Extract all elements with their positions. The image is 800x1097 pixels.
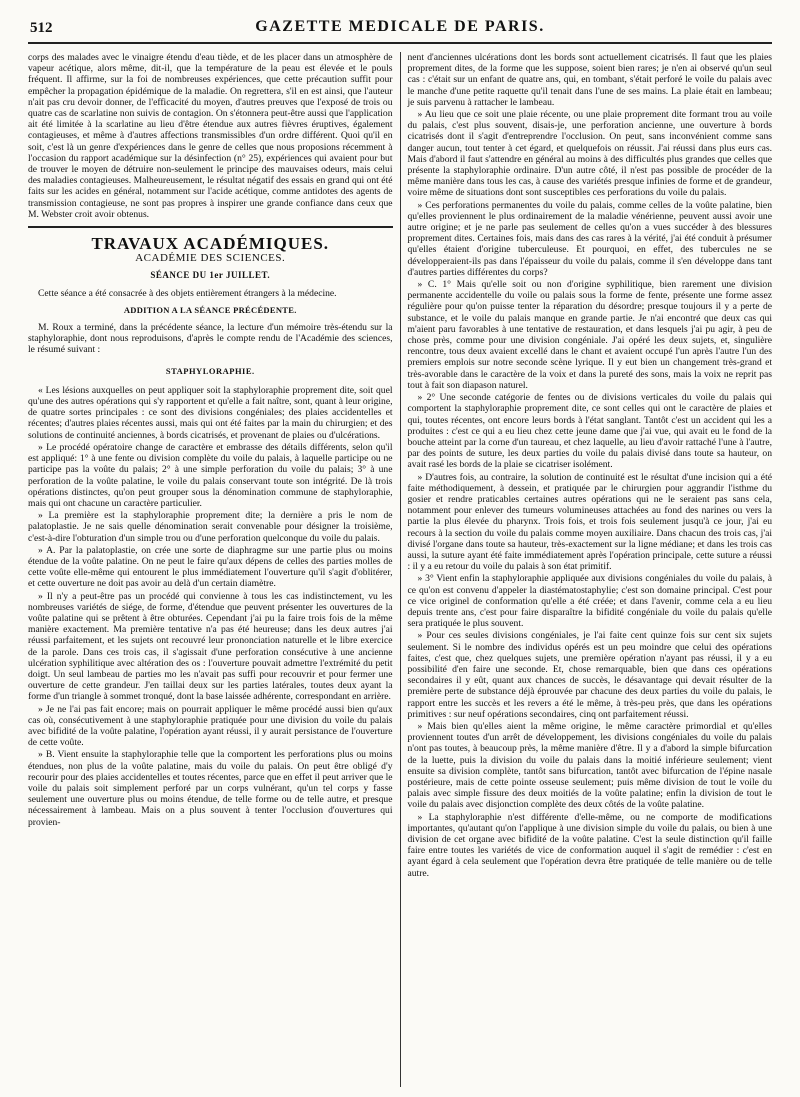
addition-heading: ADDITION A LA SÉANCE PRÉCÉDENTE.: [123, 304, 297, 315]
intro-paragraph: corps des malades avec le vinaigre étendu d'eau tiède, et de les placer dans un atmosphère de vapeur acétique, alors même, dit-il, que la température de la peau est élevée et le pouls fréquent. Il affirme, sur la foi de nombreuses expériences, que cette précaution suffit pour empêcher la propagation épidémique de la maladie. On regrettera, s'il en est ainsi, que l'auteur n'ait pas cru devoir donner, de l'efficacité du moyen, d'autres preuves que l'exposé de trois ou quatre cas de scarlatine non suivis de contagion. On s'étonnera peut-être aussi que l'application ait été limitée à la scarlatine au lieu d'être étendue aux autres fièvres éruptives, également contagieuses, et même à d'autres affections transmissibles d'un ordre différent. Quoi qu'il en soit, c'est là un genre d'expériences dans le genre de celles que nous proposions récemment à l'occasion du rapport académique sur la désinfection (n° 25), expériences qui avaient pour but de trouver le moyen de détruire non-seulement le principe des mauvaises odeurs, mais celui des maladies contagieuses. Malheureusement, le résultat négatif des essais en grand qui ont été faits sur les acides en général, notamment sur l'acide acétique, comme antidotes des agents de transmission contagieuse, ne sont pas propres à inspirer une grande confiance dans ceux que M. Webster croit avoir obtenus.: [28, 52, 393, 220]
body-paragraph: » Au lieu que ce soit une plaie récente, ou une plaie proprement dite formant trou au voile du palais, c'est plus souvent, disais-je, une perforation ancienne, une ouverture à bords cicatrisés dont il s'agit d'entreprendre l'occlusion. On peut, sans inconvénient comme sans danger aucun, tout tenter à cet égard, et quelquefois on réussit. J'ai réussi dans plus eurs cas. Mais d'abord il faut s'attendre en général au moins à des difficultés plus grandes que celles que présente la staphyloraphie ordinaire. D'un autre côté, il n'est pas possible de procéder de la même manière dans tous les cas, à cause des variétés presque infinies de forme et de grandeur, voire même de situations dont sont susceptibles ces perforations du voile du palais.: [407, 109, 772, 199]
body-paragraph: » Le procédé opératoire change de caractère et embrasse des détails différents, selon qu'il est appliqué: 1° à une fente ou division complète du voile du palais, à laquelle participe ou ne participe pas la voûte du palais; 2° à une simple perforation du voile du palais; 3° à une perforation de la voûte palatine, le voile du palais conservant toute son intégrité. De là trois opérations distinctes, qu'on peut grouper sous la dénomination commune de staphyloraphie, mais qui ont chacune un caractère particulier.: [28, 441, 393, 509]
academy-heading: ACADÉMIE DES SCIENCES.: [135, 252, 286, 265]
body-paragraph: » Je ne l'ai pas fait encore; mais on pourrait appliquer le même procédé aussi bien qu'aux cas où, consécutivement à une staphyloraphie pratiquée pour une division du voile du palais avec bifidité de la voûte palatine, l'opération ayant réussi, il y aurait persistance de l'ouverture de cette voûte.: [28, 703, 393, 749]
body-paragraph: » C. 1° Mais qu'elle soit ou non d'origine syphilitique, bien rarement une division permanente accidentelle du voile ou palais sous la forme de fente, présente une forme assez régulière pour qu'on puisse tenter la réparation du désordre; presque toujours il y a perte de substance, et le voile du palais manque en grande partie. Je n'ai encontré que deux cas qui m'aient paru favorables à une tentative de restauration, et dans lesquels j'ai pu agir, à peu de chose près, comme pour une division congéniale. J'ai opéré les deux sujets, et, singulière rencontre, tous deux avaient excellé dans le chant et avaient occupé l'un après l'autre l'un des premiers emplois sur notre seconde scène lyrique. Il y eut bien un changement très-grand et très-avorable dans le caractère de la voix et dans la pureté des sons, mais la voix ne reprit pas tout à fait son diapason naturel.: [407, 279, 772, 391]
body-paragraph: » La première est la staphyloraphie proprement dite; la dernière a pris le nom de palatoplastie. Je ne sais quelle dénomination serait convenable pour désigner la troisième, c'est-à-dire l'obturation d'un simple trou ou d'une perforation quelconque du voile du palais.: [28, 510, 393, 544]
addition-paragraph: M. Roux a terminé, dans la précédente séance, la lecture d'un mémoire très-étendu sur la staphyloraphie, dont nous reproduisons, d'après le compte rendu de l'Académie des sciences, le résumé suivant :: [28, 322, 393, 356]
body-paragraph: » 3° Vient enfin la staphyloraphie appliquée aux divisions congéniales du voile du palais, à ce qu'on est convenu d'appeler la diastématostaphylie; c'est son domaine principal. C'est pour ce vice originel de conformation qu'elle a été créée; et dans l'avenir, comme cela a eu lieu depuis trente ans, c'est pour faire disparaître la bifidité congéniale du voile du palais qu'elle sera pratiquée le plus souvent.: [407, 573, 772, 630]
section-title: TRAVAUX ACADÉMIQUES.: [91, 234, 330, 254]
body-paragraph: nent d'anciennes ulcérations dont les bords sont actuellement cicatrisés. Il faut que les plaies proprement dites, de la forme que les suppose, soient bien rares; je n'en ai observé qu'un seul cas : c'était sur un enfant de quatre ans, qui, en tombant, s'était perforé le voile du palais avec le manche d'une petite raquette qu'il tenait dans l'une de ses mains. La plaie était en lambeau; je suis parvenu à rattacher le lambeau.: [407, 52, 772, 108]
topic-heading: STAPHYLORAPHIE.: [165, 365, 255, 376]
section-divider: [28, 226, 393, 228]
body-paragraph: » B. Vient ensuite la staphyloraphie telle que la comportent les perforations plus ou moins étendues, non plus de la voûte palatine, mais du voile du palais. On peut être obligé d'y recourir pour des plaies accidentelles et toutes récentes, parce que en effet il peut arriver que le voile du palais soit simplement perforé par un corps vulnérant, qu'un tel corps y fasse seulement une ouverture plus ou moins étendue, de telle forme ou de telle autre, et presque nécessairement à lambeau. Mais on a plus souvent à tenter l'occlusion d'ouvertures qui provien-: [28, 749, 393, 828]
right-column: [401, 52, 773, 1087]
sitting-paragraph: Cette séance a été consacrée à des objets entièrement étrangers à la médecine.: [38, 287, 337, 299]
page-number: 512: [30, 20, 53, 36]
article-columns: [28, 52, 772, 1087]
left-column: [28, 52, 400, 1087]
body-paragraph: » Pour ces seules divisions congéniales, je l'ai faite cent quinze fois sur cent six sujets seulement. Si le nombre des individus opérés est un peu moindre que celui des opérations faites, c'est que, chez quelques sujets, une première opération n'ayant pas réussi, il y a eu possibilité d'en faire une seconde. Et, chose remarquable, bien que dans ces opérations secondaires il y eût, quant aux chances de succès, le désavantage qui devait résulter de la première perte de substance déjà éprouvée par chacune des deux parties du voile du palais, le rapport entre les succès et les revers a été le même, à très-peu près, que dans les opérations primitives : sur neuf opérations secondaires, cinq ont parfaitement réussi.: [407, 630, 772, 720]
body-paragraph: « Les lésions auxquelles on peut appliquer soit la staphyloraphie proprement dite, soit quel qu'une des autres opérations qui s'y rapportent et qu'elle a fait naître, sont, quant à leur origine, de quatre sortes principales : ce sont des divisions congéniales; des plaies accidentelles et récentes; d'autres plaies récentes aussi, mais qui ont été faites par la main du chirurgien; et des solutions de continuité anciennes, à bords cicatrisés, et provenant de plaies ou d'ulcérations.: [28, 384, 393, 441]
journal-title: GAZETTE MEDICALE DE PARIS.: [255, 18, 545, 35]
body-paragraph: » A. Par la palatoplastie, on crée une sorte de diaphragme sur une partie plus ou moins étendue de la voûte palatine. On ne peut le faire qu'aux dépens de celles des parties molles de cette voûte elle-même qui entourent le plus immédiatement l'ouverture qu'il s'agit d'oblitérer, et cette ouverture ne doit pas avoir au delà d'un certain diamètre.: [28, 544, 393, 590]
body-paragraph: » 2° Une seconde catégorie de fentes ou de divisions verticales du voile du palais qui comportent la staphyloraphie proprement dite, ce sont celles qui ont le caractère de plaies et qui, toutes récentes, ont encore leurs bords à l'état sanglant. Tantôt c'est un accident qui les a produites : c'est ce qui a eu lieu chez cette jeune dame que j'ai vue, qui avait eu le fond de la bouche atteint par la corne d'un taureau, et chez laquelle, au lieu d'avoir rattaché l'une à l'autre, par des points de suture, les deux parties du voile du palais divisé dans toute sa hauteur, on avait rasé les bords de la plaie se cicatriser isolément.: [407, 392, 772, 471]
sitting-heading: SÉANCE DU 1er JUILLET.: [150, 270, 271, 281]
body-paragraph: » La staphyloraphie n'est différente d'elle-même, ou ne comporte de modifications importantes, qu'autant qu'on l'applique à une division simple du voile du palais, ou bien à une division de cet organe avec bifidité de la voûte palatine. C'est la seule distinction qu'il faille faire entre toutes les variétés de vice de conformation auquel il s'agit de remédier : c'est en ayant égard à cela seulement que l'opération devra être pratiquée de telle manière ou de telle autre.: [407, 811, 772, 879]
body-paragraph: » Il n'y a peut-être pas un procédé qui convienne à tous les cas indistinctement, vu les nombreuses variétés de siége, de forme, d'étendue que peuvent présenter les ouvertures de la voûte palatine qui se prêtent à être obturées. Cependant j'ai pu la faire trois fois de la même manière exactement. Ma première tentative n'a pas été heureuse; dans les deux autres j'ai réussi parfaitement, et les sujets ont recouvré leur prononciation naturelle et le libre exercice de la parole. Dans ces trois cas, il s'agissait d'une perforation consécutive à une ancienne ulcération syphilitique avec altération des os : l'ouverture pouvait admettre l'extrémité du petit doigt. Un seul lambeau de parties mo les n'avait pas suffi pour recouvrir et pour fermer une ouverture de cette grandeur. J'en taillai deux sur les parties latérales, toutes deux ayant la forme d'un triangle à sommet tronqué, dont la base laissée adhérente, correspondant en arrière.: [28, 590, 393, 703]
body-paragraph: » D'autres fois, au contraire, la solution de continuité est le résultat d'une incision qui a été faite méthodiquement, à dessein, et pratiquée par le chirurgien pour aggrandir l'isthme du gosier et rendre praticables certaines autres opérations qui ne le seraient pas sans cela, notamment pour enlever des tumeurs volumineuses attachées au fond des narines ou vers la partie la plus élevée du pharynx. Trois fois, et trois fois seulement jusqu'à ce jour, j'ai eu recours à la section du voile du palais comme moyen auxiliaire. Dans chacun des trois cas, j'ai divisé l'organe dans toute sa hauteur, très-exactement sur la ligne médiane; et dans les trois cas aussi, la suture ayant été faite immédiatement après l'opération principale, cette suture a réussi : il y a eu retour du voile du palais à son état primitif.: [407, 471, 772, 573]
body-paragraph: » Mais bien qu'elles aient la même origine, le même caractère primordial et qu'elles proviennent toutes d'un arrêt de développement, les divisions congéniales du voile du palais n'ont pas toutes, à beaucoup près, la même manière d'être. Il y a d'abord la simple bifurcation de la luette, puis la division du voile du palais dans la moitié inférieure seulement; vient ensuite sa division complète, tantôt sans bifurcation, tantôt avec bifurcation de l'épine nasale postérieure, mais de cette pointe osseuse seulement; puis même division de tout le voile du palais avec simple fissure des deux moitiés de la voûte palatine; enfin la division de tout le voile du palais avec disjonction complète des deux côtés de la voûte palatine.: [407, 720, 772, 811]
body-paragraph: » Ces perforations permanentes du voile du palais, comme celles de la voûte palatine, bien qu'elles proviennent le plus ordinairement de la maladie vénérienne, peuvent aussi avoir une autre origine; et je ne parle pas seulement de celles qu'on a vues succéder à des blessures proprement dites. Certaines fois, mais dans des cas rares à la vérité, j'ai été conduit à présumer qu'elles étaient d'origine tuberculeuse. Et pourquoi, en effet, des tubercules ne se développeraient-ils pas dans l'épaisseur du voile du palais, comme il s'en développe dans tant d'autres parties différentes du corps?: [407, 199, 772, 278]
page-header: [28, 14, 772, 44]
